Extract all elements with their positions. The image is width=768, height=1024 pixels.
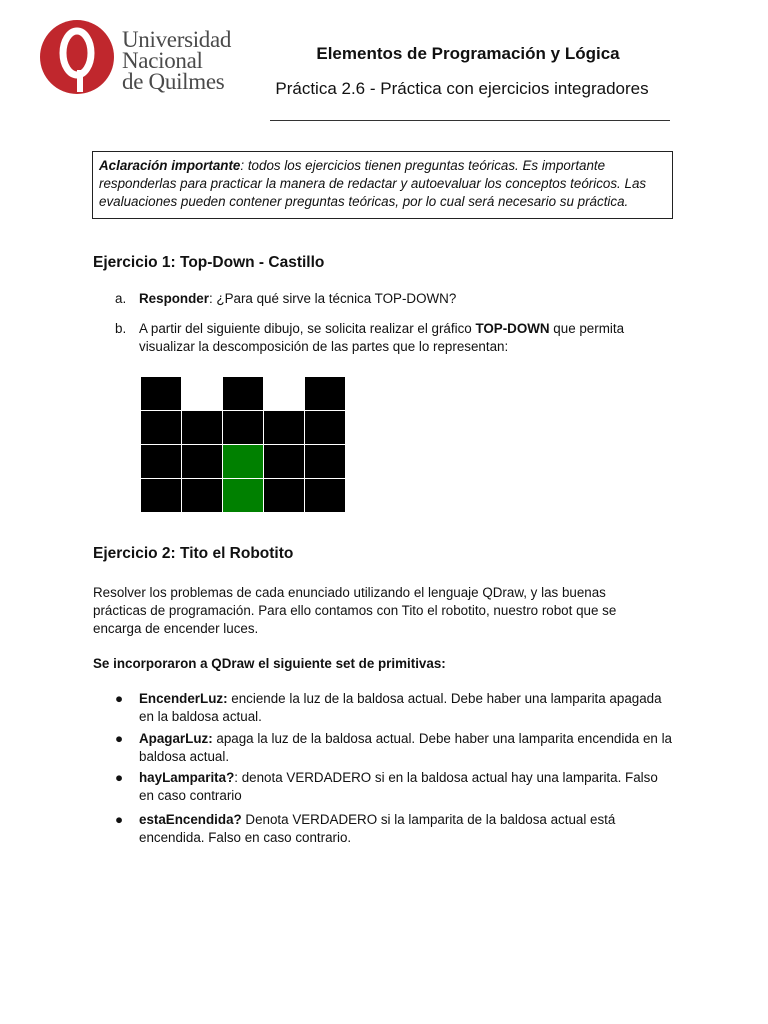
note-text: : todos los ejercicios tienen preguntas teóricas. Es importante responderlas para practicar la manera de redactar y autoevaluar los conceptos teóricos. Las evaluaciones pueden contener preguntas teóricas, por lo cual será necesario su práctica.: [99, 158, 647, 209]
logo-wordmark: [122, 29, 231, 92]
exercise-2-title: Ejercicio 2: Tito el Robotito: [93, 545, 294, 562]
note-label: Aclaración importante: [99, 158, 241, 173]
list-marker: b.: [115, 321, 127, 336]
item-rest: : ¿Para qué sirve la técnica TOP-DOWN?: [208, 291, 457, 306]
grid-cell-black: [305, 411, 345, 444]
primitive-text: [139, 811, 674, 847]
bullet-icon: ●: [115, 691, 124, 706]
castle-drawing-grid: [141, 377, 344, 513]
grid-cell-black: [264, 445, 304, 478]
primitive-desc: apaga la luz de la baldosa actual. Debe haber una lamparita encendida en la baldosa actual.: [139, 731, 672, 764]
logo-line-3: de Quilmes: [122, 69, 225, 94]
logo-q-emblem-icon: [40, 20, 116, 96]
primitive-desc: Denota VERDADERO si la lamparita de la baldosa actual está encendida. Falso en caso contrario.: [139, 812, 616, 845]
practice-title: Práctica 2.6 - Práctica con ejercicios integradores: [275, 79, 649, 98]
item-post: que permita visualizar la descomposición de las partes que lo representan:: [139, 321, 625, 354]
list-marker: a.: [115, 291, 127, 306]
item-text: [139, 290, 679, 308]
grid-cell-white: [264, 377, 304, 410]
logo-line-2: Nacional: [122, 48, 203, 73]
primitive-desc: enciende la luz de la baldosa actual. Debe haber una lamparita apagada en la baldosa actual.: [139, 691, 662, 724]
grid-cell-black: [223, 377, 263, 410]
primitives-heading: Se incorporaron a QDraw el siguiente set de primitivas:: [93, 656, 446, 671]
grid-cell-black: [305, 445, 345, 478]
grid-cell-green: [223, 445, 263, 478]
grid-cell-black: [182, 411, 222, 444]
grid-cell-black: [141, 411, 181, 444]
grid-cell-black: [264, 411, 304, 444]
bullet-icon: ●: [115, 731, 124, 746]
item-pre: A partir del siguiente dibujo, se solicita realizar el gráfico: [139, 321, 476, 336]
exercise-1-title: Ejercicio 1: Top-Down - Castillo: [93, 254, 325, 271]
primitive-name: EncenderLuz:: [139, 691, 228, 706]
grid-cell-black: [141, 377, 181, 410]
grid-cell-black: [223, 411, 263, 444]
grid-cell-black: [141, 479, 181, 512]
item-bold: Responder: [139, 291, 209, 306]
course-title: Elementos de Programación y Lógica: [316, 44, 620, 63]
grid-cell-black: [305, 479, 345, 512]
logo-line-1: Universidad: [122, 27, 232, 52]
primitive-text: [139, 730, 674, 766]
grid-cell-black: [305, 377, 345, 410]
bullet-icon: ●: [115, 770, 124, 785]
grid-cell-black: [264, 479, 304, 512]
exercise-2-intro: Resolver los problemas de cada enunciado utilizando el lenguaje QDraw, y las buenas prácticas de programación. Para ello contamos con Tito el robotito, nuestro robot que se encarga de encender luces.: [93, 585, 617, 636]
item-text: [139, 320, 679, 356]
title-divider: [270, 120, 670, 121]
primitive-text: [139, 690, 674, 726]
university-logo: [40, 20, 250, 100]
grid-cell-black: [141, 445, 181, 478]
item-bold: TOP-DOWN: [475, 321, 550, 336]
primitive-name: estaEncendida?: [139, 812, 242, 827]
grid-cell-white: [182, 377, 222, 410]
grid-cell-black: [182, 445, 222, 478]
primitive-text: [139, 769, 674, 805]
bullet-icon: ●: [115, 812, 124, 827]
grid-cell-green: [223, 479, 263, 512]
primitive-desc: : denota VERDADERO si en la baldosa actual hay una lamparita. Falso en caso contrario: [139, 770, 658, 803]
grid-cell-black: [182, 479, 222, 512]
primitive-name: hayLamparita?: [139, 770, 235, 785]
primitive-name: ApagarLuz:: [139, 731, 213, 746]
important-note-box: [92, 151, 673, 219]
